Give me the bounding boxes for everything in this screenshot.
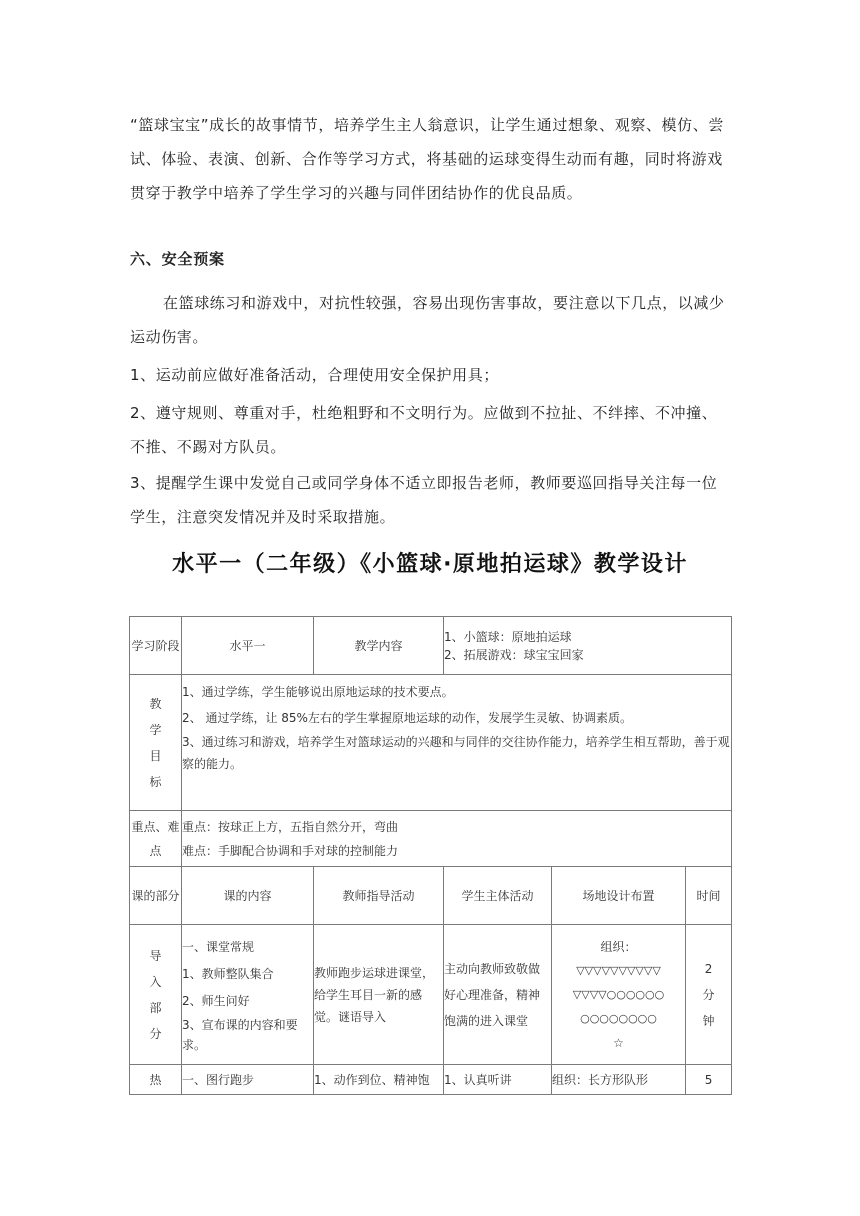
safety-item-3: 3、提醒学生课中发觉自己或同学身体不适立即报告老师，教师要巡回指导关注每一位学生，注意突发情况并及时采取措施。	[130, 474, 718, 526]
content-items	[444, 617, 732, 675]
header-layout: 场地设计布置	[552, 867, 686, 925]
key-label: 重点、难点	[130, 811, 182, 867]
goals-label: 教 学 目 标	[130, 675, 182, 811]
header-student: 学生主体活动	[444, 867, 552, 925]
safety-item-1: 1、运动前应做好准备活动，合理使用安全保护用具；	[130, 366, 499, 384]
warm-part-student: 1、认真听讲	[444, 1065, 552, 1095]
lesson-plan-table	[129, 616, 732, 1095]
intro-part-teacher: 教师跑步运球进课堂，给学生耳目一新的感觉。谜语导入	[314, 925, 444, 1065]
intro-paragraph: “篮球宝宝”成长的故事情节，培养学生主人翁意识，让学生通过想象、观察、模仿、尝试、体验、表演、创新、合作等学习方式，将基础的运球变得生动而有趣，同时将游戏贯穿于教学中培养了学生学习的兴趣与同伴团结协作的优良品质。	[130, 116, 724, 202]
intro-part-time: 2 分 钟	[686, 925, 732, 1065]
intro-part-layout: 组织： ▽▽▽▽▽▽▽▽▽▽ ▽▽▽▽○○○○○○ ○○○○○○○○ ☆	[552, 925, 686, 1065]
header-time: 时间	[686, 867, 732, 925]
key-difficulty: 难点：手脚配合协调和手对球的控制能力	[182, 843, 399, 858]
safety-intro: 在篮球练习和游戏中，对抗性较强，容易出现伤害事故，要注意以下几点，以减少运动伤害。	[130, 294, 725, 346]
key-focus: 重点：按球正上方，五指自然分开，弯曲	[182, 819, 399, 834]
safety-item-2: 2、遵守规则、尊重对手，杜绝粗野和不文明行为。应做到不拉扯、不绊摔、不冲撞、不推、不踢对方队员。	[130, 404, 718, 456]
warm-part-label: 热	[130, 1065, 182, 1095]
intro-part-content: 一、课堂常规 1、教师整队集合 2、师生问好 3、宣布课的内容和要求。	[182, 925, 314, 1065]
section-heading-safety: 六、安全预案	[130, 250, 225, 268]
intro-part-student: 主动向教师致敬做好心理准备，精神饱满的进入课堂	[444, 925, 552, 1065]
stage-value: 水平一	[182, 617, 314, 675]
table-row	[130, 811, 732, 867]
content-item-2: 2、拓展游戏：球宝宝回家	[444, 647, 584, 662]
teacher-star-icon: ☆	[613, 1035, 624, 1050]
goal-item-2: 2、 通过学练，让 85%左右的学生掌握原地运球的动作，发展学生灵敏、协调素质。	[182, 711, 632, 725]
header-teacher: 教师指导活动	[314, 867, 444, 925]
warm-part-teacher: 1、动作到位、精神饱	[314, 1065, 444, 1095]
table-header-row	[130, 867, 732, 925]
table-row	[130, 617, 732, 675]
table-row	[130, 675, 732, 811]
design-title: 水平一（二年级）《小篮球·原地拍运球》教学设计	[172, 552, 688, 577]
warm-part-time: 5	[686, 1065, 732, 1095]
warm-part-content: 一、图行跑步	[182, 1065, 314, 1095]
goal-item-1: 1、通过学练，学生能够说出原地运球的技术要点。	[182, 685, 454, 699]
stage-label: 学习阶段	[130, 617, 182, 675]
content-label: 教学内容	[314, 617, 444, 675]
table-row	[130, 925, 732, 1065]
content-item-1: 1、小篮球：原地拍运球	[444, 629, 572, 644]
header-part: 课的部分	[130, 867, 182, 925]
intro-part-label: 导 入 部 分	[130, 925, 182, 1065]
goal-item-3: 3、通过练习和游戏，培养学生对篮球运动的兴趣和与同伴的交往协作能力，培养学生相互帮助，善于观察的能力。	[182, 735, 730, 771]
table-row	[130, 1065, 732, 1095]
warm-part-layout: 组织：长方形队形	[552, 1065, 686, 1095]
header-content: 课的内容	[182, 867, 314, 925]
key-points	[182, 811, 732, 867]
goals-list	[182, 675, 732, 811]
